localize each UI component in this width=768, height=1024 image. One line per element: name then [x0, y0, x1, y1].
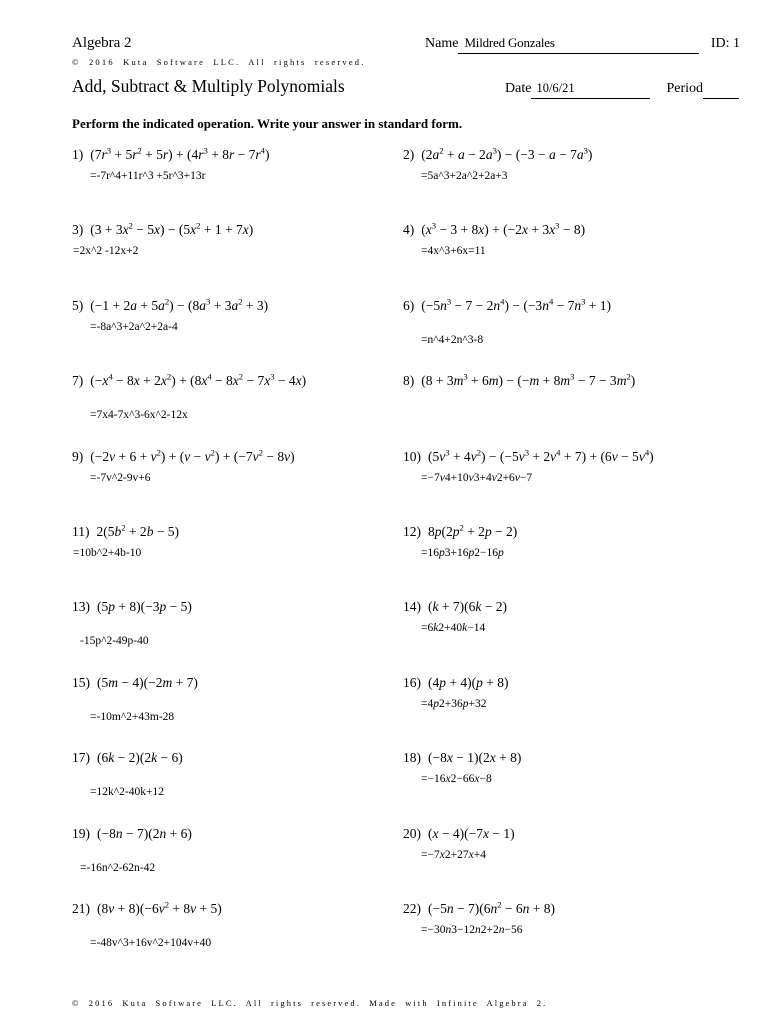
problem-item-17 — [72, 750, 403, 825]
problem-expression: $(8 + 3m^3 + 6m) - (-m + 8m^3 - 7 - 3m^2)$ — [421, 371, 636, 389]
problem-number: 13) — [72, 599, 90, 615]
problem-statement — [403, 222, 744, 238]
problem-expression: $(x^3 - 3 + 8x) + (-2x + 3x^3 - 8)$ — [421, 220, 586, 238]
problem-statement — [72, 222, 403, 238]
problem-expression: $(8v + 8)(-6v^2 + 8v + 5)$ — [97, 899, 222, 916]
date-label: Date — [505, 81, 532, 96]
problem-number: 7) — [72, 373, 84, 389]
problem-statement — [403, 826, 744, 842]
problem-expression: (4p + 4)(p + 8) — [428, 674, 509, 690]
problem-item-20 — [403, 826, 744, 901]
problem-item-18 — [403, 750, 744, 825]
answer-field[interactable]: =6k2+40k−14 — [421, 622, 486, 635]
problem-number: 18) — [403, 750, 421, 766]
date-field-line — [531, 79, 650, 99]
problem-item-19 — [72, 826, 403, 901]
problem-item-2 — [403, 147, 744, 222]
problem-statement — [72, 750, 403, 766]
header-top-row — [72, 34, 740, 54]
problem-number: 17) — [72, 750, 90, 766]
problem-number: 5) — [72, 297, 84, 313]
problem-statement — [72, 373, 403, 389]
problem-item-15 — [72, 675, 403, 750]
problem-number: 14) — [403, 599, 421, 615]
problem-number: 2) — [403, 147, 415, 162]
name-field-value[interactable]: Mildred Gonzales — [464, 35, 555, 50]
answer-field[interactable]: =−30n3−12n2+2n−56 — [421, 923, 523, 936]
instruction-text: Perform the indicated operation. Write your answer in standard form. — [72, 116, 463, 131]
problem-number: 8) — [403, 373, 415, 389]
answer-field[interactable]: =16p3+16p2−16p — [421, 546, 504, 559]
problem-statement — [72, 675, 403, 691]
problem-item-10 — [403, 449, 744, 524]
answer-field[interactable]: =−7v4+10v3+4v2+6v−7 — [421, 471, 533, 484]
answer-field[interactable]: =-48v^3+16v^2+104v+40 — [90, 936, 212, 949]
answer-field[interactable]: =7x4-7x^3-6x^2-12x — [90, 409, 188, 422]
worksheet-title: Add, Subtract & Multiply Polynomials — [72, 76, 345, 96]
problem-number: 12) — [403, 523, 421, 539]
answer-field[interactable]: =-7r^4+11r^3 +5r^3+13r — [90, 170, 206, 182]
problem-statement — [72, 449, 403, 465]
problem-item-11 — [72, 524, 403, 599]
problem-number: 15) — [72, 674, 90, 690]
problem-item-4 — [403, 222, 744, 297]
problem-statement — [403, 901, 744, 917]
date-field-value[interactable]: 10/6/21 — [536, 81, 575, 95]
problem-item-5 — [72, 298, 403, 373]
header-title-row — [72, 76, 740, 99]
problem-item-6 — [403, 298, 744, 373]
name-field-line — [458, 34, 698, 54]
problems-grid — [72, 147, 744, 976]
problem-number: 16) — [403, 674, 421, 690]
answer-field[interactable]: =-8a^3+2a^2+2a-4 — [90, 320, 178, 333]
problem-number: 6) — [403, 297, 415, 313]
problem-number: 11) — [72, 523, 90, 539]
problem-expression: (−8x − 1)(2x + 8) — [428, 750, 522, 766]
worksheet-header — [0, 0, 768, 99]
problem-statement — [72, 298, 403, 314]
problem-statement — [403, 599, 744, 615]
answer-field[interactable]: =10b^2+4b-10 — [73, 546, 142, 559]
problem-number: 20) — [403, 825, 421, 841]
problem-statement — [72, 599, 403, 615]
problem-number: 19) — [72, 825, 90, 841]
problem-item-14 — [403, 599, 744, 674]
problem-item-13 — [72, 599, 403, 674]
answer-field[interactable]: =2x^2 -12x+2 — [73, 245, 139, 258]
answer-field[interactable]: =n^4+2n^3-8 — [421, 333, 484, 346]
problem-statement — [72, 524, 403, 540]
answer-field[interactable]: -15p^2-49p-40 — [80, 635, 149, 648]
problem-expression: $(-x^4 - 8x + 2x^2) + (8x^4 - 8x^2 - 7x^3 - 4x)$ — [90, 371, 307, 389]
problem-expression: $(3 + 3x^2 - 5x) - (5x^2 + 1 + 7x)$ — [90, 220, 254, 238]
problem-item-3 — [72, 222, 403, 297]
problem-expression: $(-2v + 6 + v^2) + (v - v^2) + (-7v^2 - 8v)$ — [90, 447, 295, 464]
problem-expression: (6k − 2)(2k − 6) — [97, 750, 183, 766]
course-name: Algebra 2 — [72, 35, 132, 51]
answer-field[interactable]: =4x^3+6x=11 — [421, 245, 486, 258]
problem-item-1 — [72, 147, 403, 222]
problem-expression: $(-1 + 2a + 5a^2) - (8a^3 + 3a^2 + 3)$ — [90, 296, 269, 313]
problem-expression: $(5v^3 + 4v^2) - (-5v^3 + 2v^4 + 7) + (6v - 5v^4)$ — [428, 447, 654, 464]
problem-number: 10) — [403, 448, 421, 464]
problem-statement — [403, 147, 744, 163]
problem-statement — [403, 524, 744, 540]
problem-statement — [403, 373, 744, 389]
problem-expression: (−8n − 7)(2n + 6) — [97, 825, 192, 841]
problem-item-9 — [72, 449, 403, 524]
answer-field[interactable]: =−7x2+27x+4 — [421, 848, 486, 861]
problem-expression: $2(5b^2 + 2b - 5)$ — [96, 522, 180, 539]
problem-expression: (k + 7)(6k − 2) — [428, 599, 507, 615]
problem-item-8 — [403, 373, 744, 448]
problem-item-21 — [72, 901, 403, 976]
answer-field[interactable]: =4p2+36p+32 — [421, 697, 487, 710]
problem-number: 21) — [72, 900, 90, 916]
problem-number: 22) — [403, 900, 421, 916]
problem-expression: (5p + 8)(−3p − 5) — [97, 599, 192, 615]
problem-statement — [403, 675, 744, 691]
problem-expression: (5m − 4)(−2m + 7) — [97, 674, 198, 690]
problem-item-12 — [403, 524, 744, 599]
problem-expression: $(7r^3 + 5r^2 + 5r) + (4r^3 + 8r - 7r^4)$ — [90, 145, 270, 162]
copyright-top: © 2016 Kuta Software LLC. All rights reserved. — [72, 57, 366, 67]
problem-number: 1) — [72, 147, 84, 162]
problem-expression: $(2a^2 + a - 2a^3) - (-3 - a - 7a^3)$ — [421, 145, 593, 162]
answer-field[interactable]: =-10m^2+43m-28 — [90, 710, 175, 723]
problem-number: 3) — [72, 222, 84, 238]
problem-item-16 — [403, 675, 744, 750]
answer-field[interactable]: =12k^2-40k+12 — [90, 786, 164, 799]
problem-statement — [72, 826, 403, 842]
answer-field[interactable]: =−16x2−66x−8 — [421, 773, 492, 786]
worksheet-id: ID: 1 — [710, 36, 740, 51]
problem-statement — [403, 298, 744, 314]
period-label: Period — [666, 81, 703, 96]
problem-expression: $(-5n^3 - 7 - 2n^4) - (-3n^4 - 7n^3 + 1)$ — [421, 296, 612, 313]
problem-item-22 — [403, 901, 744, 976]
problem-expression: (x − 4)(−7x − 1) — [428, 825, 515, 841]
problem-item-7 — [72, 373, 403, 448]
name-label: Name — [425, 36, 459, 51]
answer-field[interactable]: =-16n^2-62n-42 — [80, 861, 156, 874]
problem-number: 9) — [72, 448, 84, 464]
problem-statement — [72, 147, 403, 163]
answer-field[interactable]: =5a^3+2a^2+2a+3 — [421, 170, 508, 182]
answer-field[interactable]: =-7v^2-9v+6 — [90, 471, 151, 484]
problem-statement — [403, 750, 744, 766]
copyright-footer: © 2016 Kuta Software LLC. All rights reserved. Made with Infinite Algebra 2. — [72, 998, 548, 1008]
problem-statement — [72, 901, 403, 917]
problem-number: 4) — [403, 222, 415, 238]
problem-expression: $8p(2p^2 + 2p - 2)$ — [428, 522, 518, 539]
period-field-line[interactable] — [703, 76, 739, 99]
problem-expression: $(-5n - 7)(6n^2 - 6n + 8)$ — [428, 899, 556, 916]
problem-statement — [403, 449, 744, 465]
